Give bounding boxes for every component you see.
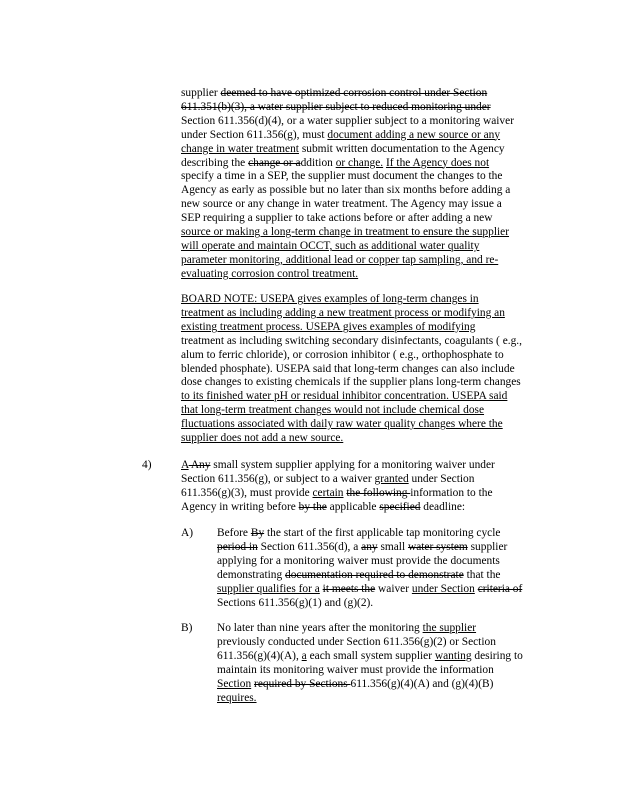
inserted-text: evaluating corrosion control treatment. — [181, 267, 359, 280]
text-line — [181, 307, 522, 321]
text-run: Agency as early as possible but no later than six months before adding a — [181, 184, 511, 197]
deleted-text: the following — [346, 486, 411, 499]
inserted-text: that long-term treatment changes would not include chemical dose — [181, 404, 485, 417]
inserted-text: wanting — [434, 649, 472, 662]
text-line — [217, 664, 523, 678]
text-line — [181, 240, 514, 254]
text-run: describing the — [181, 156, 249, 169]
text-run: maintain its monitoring waiver must provide the information — [217, 663, 494, 676]
text-run: small — [377, 540, 408, 553]
text-run: Sections 611.356(g)(1) and (g)(2). — [217, 596, 374, 609]
text-line — [181, 459, 495, 473]
deleted-text: criteria of — [477, 582, 523, 595]
inserted-text: or change. — [335, 156, 384, 169]
text-run: waiver — [375, 582, 412, 595]
item-4-label: 4) — [142, 459, 152, 471]
text-line — [217, 622, 523, 636]
text-run: SEP requiring a supplier to take actions before or after adding a new — [181, 212, 493, 225]
text-run: applying for a monitoring waiver must provide the documents — [217, 554, 500, 567]
text-run: the start of the first applicable tap monitoring cycle — [264, 527, 501, 539]
text-run: Section 611.356(g), or subject to a waiver — [181, 472, 375, 485]
text-line — [181, 226, 514, 240]
text-line — [217, 583, 522, 597]
text-run: Agency in writing before — [181, 500, 299, 513]
text-line — [217, 527, 522, 541]
text-line — [181, 335, 522, 349]
inserted-text: supplier qualifies for a — [217, 582, 320, 595]
inserted-text: fluctuations associated with daily raw water quality changes where the — [181, 418, 503, 431]
text-run: that the — [463, 568, 501, 581]
text-line — [181, 363, 522, 377]
inserted-text: existing treatment process. USEPA gives examples of modifying — [181, 320, 476, 333]
text-line — [181, 143, 514, 157]
inserted-text: source or making a long-term change in treatment to ensure the supplier — [181, 226, 510, 239]
text-line — [181, 487, 495, 501]
item-4-text — [181, 459, 495, 515]
deleted-text: period in — [217, 540, 258, 553]
text-line — [181, 293, 522, 307]
text-line — [181, 254, 514, 268]
text-run: deadline: — [420, 500, 466, 513]
inserted-text: supplier does not add a new source. — [181, 432, 344, 445]
sub-a-text — [217, 527, 522, 610]
sub-a-label: A) — [181, 527, 194, 539]
text-run: small system supplier applying for a monitoring waiver under — [210, 459, 495, 471]
text-line — [217, 555, 522, 569]
inserted-text: change in water treatment — [181, 142, 299, 155]
inserted-text: Section — [217, 677, 252, 690]
text-run: previously conducted under Section 611.356(g)(2) or Section — [217, 635, 496, 648]
text-line — [181, 115, 514, 129]
text-line — [181, 157, 514, 171]
text-line — [217, 650, 523, 664]
text-line — [181, 418, 522, 432]
text-run: specify a time in a SEP, the supplier must document the changes to the — [181, 170, 503, 183]
text-run: 611.356(g)(4)(A) and (g)(4)(B) — [350, 677, 494, 690]
inserted-text: granted — [374, 472, 409, 485]
text-run: information to the — [410, 486, 493, 499]
text-line — [217, 636, 523, 650]
text-line — [181, 390, 522, 404]
inserted-text: under Section — [411, 582, 475, 595]
text-run: submit written documentation to the Agency — [298, 142, 505, 155]
inserted-text: A — [181, 459, 189, 471]
text-run: demonstrating — [217, 568, 286, 581]
text-line — [181, 404, 522, 418]
text-run: each small system supplier — [306, 649, 435, 662]
text-line — [217, 597, 522, 611]
inserted-text: to its finished water pH or residual inhibitor concentration. USEPA said — [181, 390, 508, 403]
text-line — [217, 692, 523, 706]
text-run: supplier — [467, 540, 508, 553]
inserted-text: If the Agency does not — [385, 156, 490, 169]
inserted-text: parameter monitoring, additional lead or copper tap sampling, and re- — [181, 253, 499, 266]
text-run: 611.356(g)(4)(A), — [217, 649, 302, 662]
sub-b-text — [217, 622, 523, 705]
text-run: Before — [217, 527, 251, 539]
inserted-text: requires. — [217, 691, 257, 704]
inserted-text: a — [301, 649, 307, 662]
text-run: desiring to — [471, 649, 523, 662]
text-run: 611.356(g)(3), must provide — [181, 486, 313, 499]
text-run: Section 611.356(d), a — [257, 540, 362, 553]
board-note — [181, 293, 522, 446]
text-run: ddition — [300, 156, 336, 169]
deleted-text: any — [361, 540, 378, 553]
inserted-text: will operate and maintain OCCT, such as additional water quality — [181, 239, 480, 252]
text-line — [181, 432, 522, 446]
text-run: supplier — [181, 87, 221, 99]
deleted-text: specified — [379, 500, 421, 513]
text-line — [181, 170, 514, 184]
text-run: dose changes to existing chemicals if the supplier plans long-term changes — [181, 376, 521, 389]
deleted-text: deemed to have optimized corrosion control under Section — [220, 87, 488, 99]
text-line — [181, 349, 522, 363]
deleted-text: 611.351(b)(3), a water supplier subject to reduced monitoring under — [181, 100, 491, 113]
text-line — [181, 376, 522, 390]
inserted-text: treatment as including adding a new treatment process or modifying an — [181, 306, 505, 319]
text-line — [181, 198, 514, 212]
text-line — [181, 184, 514, 198]
text-line — [181, 101, 514, 115]
paragraph-1 — [181, 87, 514, 282]
inserted-text: the supplier — [422, 622, 477, 634]
text-line — [217, 678, 523, 692]
text-run: under Section — [408, 472, 475, 485]
text-line — [181, 321, 522, 335]
text-line — [181, 268, 514, 282]
sub-b-label: B) — [181, 622, 193, 634]
text-line — [181, 473, 495, 487]
deleted-text: By — [250, 527, 265, 539]
deleted-text: by the — [298, 500, 327, 513]
deleted-text: required by Sections — [254, 677, 351, 690]
deleted-text: it meets the — [322, 582, 376, 595]
text-run: applicable — [326, 500, 380, 513]
inserted-text: document adding a new source or any — [327, 128, 501, 141]
text-line — [181, 87, 514, 101]
inserted-text: certain — [312, 486, 344, 499]
inserted-text: BOARD NOTE: USEPA gives examples of long-term changes in — [181, 293, 479, 305]
text-run: new source or any change in water treatment. The Agency may issue a — [181, 198, 502, 211]
text-run: No later than nine years after the monitoring — [217, 622, 423, 634]
text-run: under Section 611.356(g), must — [181, 128, 328, 141]
text-line — [217, 569, 522, 583]
text-run: blended phosphate). USEPA said that long-term changes can also include — [181, 362, 515, 375]
deleted-text: documentation required to demonstrate — [285, 568, 464, 581]
deleted-text: change or a — [248, 156, 301, 169]
text-line — [181, 129, 514, 143]
text-line — [181, 501, 495, 515]
text-run: treatment as including switching secondary disinfectants, coagulants ( e.g., — [181, 334, 522, 347]
text-run: alum to ferric chloride), or corrosion inhibitor ( e.g., orthophosphate to — [181, 348, 504, 361]
text-line — [217, 541, 522, 555]
deleted-text: water system — [407, 540, 468, 553]
text-run: Section 611.356(d)(4), or a water supplier subject to a monitoring waiver — [181, 114, 514, 127]
text-line — [181, 212, 514, 226]
deleted-text: Any — [188, 459, 211, 471]
